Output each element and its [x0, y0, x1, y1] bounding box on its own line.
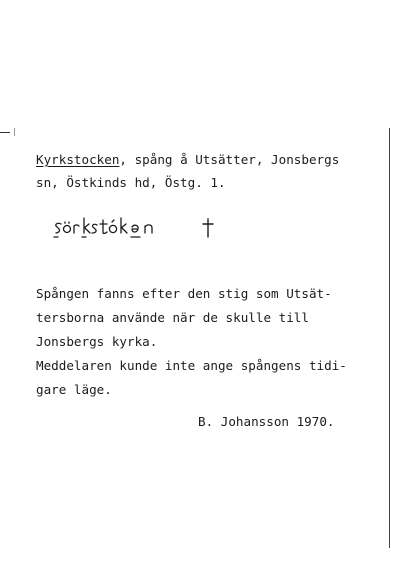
body-line: Meddelaren kunde inte ange spångens tidi- — [36, 358, 347, 373]
card-body-text — [36, 282, 347, 402]
cross-symbol — [202, 218, 214, 238]
body-line: Spången fanns efter den stig som Utsät- — [36, 286, 332, 301]
margin-tick-mark — [0, 132, 10, 133]
headword: Kyrkstocken — [36, 152, 120, 167]
card-right-edge — [389, 128, 390, 548]
headword-line — [36, 152, 339, 168]
headword-description: , spång å Utsätter, Jonsbergs — [119, 152, 340, 167]
location-line: sn, Östkinds hd, Östg. 1. — [36, 175, 226, 190]
handwritten-phonetic-transcription — [52, 215, 187, 241]
signature: B. Johansson 1970. — [198, 414, 335, 429]
margin-tick-mark-vertical — [14, 128, 15, 136]
body-line: tersborna använde när de skulle till — [36, 310, 309, 325]
body-line: Jonsbergs kyrka. — [36, 334, 158, 349]
body-line: gare läge. — [36, 382, 112, 397]
